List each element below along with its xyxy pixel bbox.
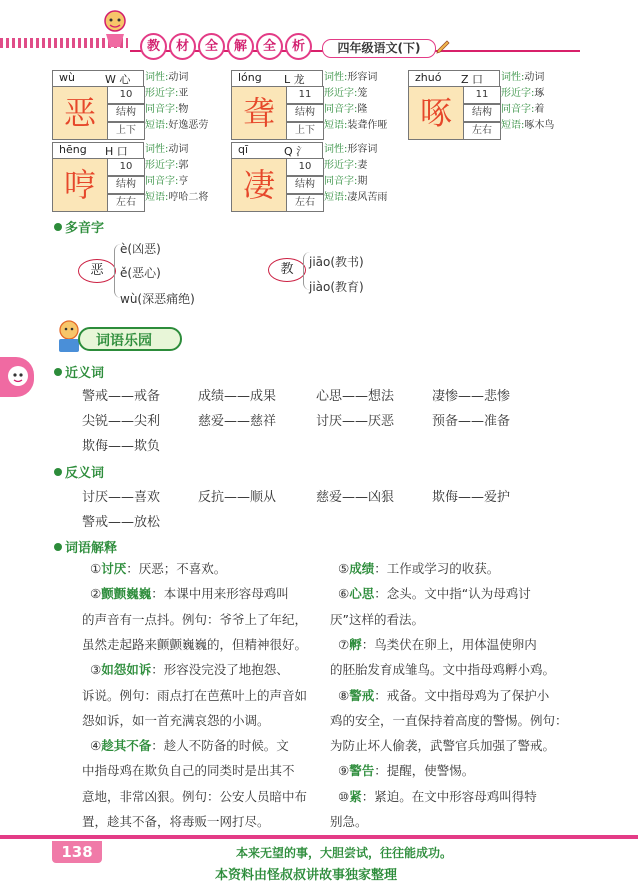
- term: 成绩: [349, 561, 375, 576]
- card-info-value: 哼哈二将: [168, 192, 209, 203]
- card-info-line: [324, 190, 387, 206]
- card-info-value: 妻: [357, 160, 368, 171]
- pinyin-row: [52, 142, 144, 159]
- definition: 鸡的安全，一直保持着高度的警惕。例句：: [330, 712, 568, 728]
- big-character: 凄: [231, 158, 287, 212]
- cartoon-face-icon: [6, 363, 30, 389]
- pen-icon: [436, 40, 450, 54]
- card-info-line: [501, 86, 544, 102]
- grade-label: 四年级语文(下): [322, 39, 436, 58]
- term: 孵: [349, 636, 362, 652]
- item-number: ④: [90, 738, 102, 754]
- card-info-key: 同音字:: [145, 104, 179, 115]
- word-pair: 心思——想法: [316, 389, 395, 404]
- card-info-line: [501, 102, 544, 118]
- radical: Z 口: [461, 73, 484, 86]
- term: 讨厌: [101, 561, 127, 576]
- radical: W 心: [105, 73, 131, 86]
- radical: L 龙: [284, 73, 305, 86]
- card-info-line: [145, 158, 188, 174]
- structure-type: 左右: [107, 194, 145, 212]
- polyphone-reading: ě(恶心): [120, 266, 161, 280]
- card-info-line: [324, 158, 367, 174]
- term: 紧: [349, 788, 362, 804]
- stroke-count: 10: [286, 158, 324, 176]
- card-info-line: [501, 118, 554, 134]
- card-info-key: 词性:: [145, 72, 169, 83]
- card-info-line: [145, 70, 188, 86]
- big-character: 哼: [52, 158, 108, 212]
- polyphone-reading: jiào(教育): [309, 280, 364, 294]
- card-info-key: 同音字:: [324, 104, 358, 115]
- card-info-value: 琢: [534, 88, 545, 99]
- polyphone-reading: jiāo(教书): [309, 255, 364, 269]
- explanation-line: [330, 708, 568, 733]
- card-info-value: 亨: [178, 176, 189, 187]
- explanation-line: [330, 733, 555, 758]
- explanation-line: [330, 657, 555, 682]
- header-badge: 教: [140, 33, 167, 60]
- definition: ：趁人不防备的时候。文: [151, 738, 289, 754]
- definition: 别急。: [330, 814, 368, 829]
- word-pair: 欺侮——爱护: [432, 490, 511, 505]
- header-badge: 材: [169, 33, 196, 60]
- structure-type: 左右: [463, 122, 501, 140]
- term: 如怨如诉: [101, 662, 152, 678]
- term: 警告: [349, 763, 375, 779]
- section-banner: 词语乐园: [78, 327, 182, 351]
- explanation-line: [338, 632, 537, 657]
- structure-label: 结构: [107, 104, 145, 122]
- explanation-line: [90, 556, 226, 581]
- term: 颤颤巍巍: [101, 586, 152, 602]
- stroke-count: 10: [107, 86, 145, 104]
- word-pair: 慈爱——凶狠: [316, 490, 395, 505]
- page-number: 138: [52, 841, 102, 863]
- item-number: ⑤: [338, 561, 350, 576]
- structure-type: 左右: [286, 194, 324, 212]
- card-info-key: 同音字:: [501, 104, 535, 115]
- bullet-dot-icon: [54, 543, 62, 551]
- character-card: [231, 70, 411, 140]
- explanation-line: [82, 683, 307, 708]
- big-character: 聋: [231, 86, 287, 140]
- definition: 置，趁其不备，将毒贩一网打尽。: [82, 814, 270, 829]
- explanation-line: [338, 758, 474, 783]
- word-pair: 反抗——顺从: [198, 490, 277, 505]
- explanation-line: [330, 607, 424, 632]
- polyphone-heading: 多音字: [54, 217, 104, 236]
- explanation-line: [338, 784, 537, 809]
- explanation-line: [82, 809, 270, 834]
- card-info-value: 郭: [178, 160, 189, 171]
- explanation-line: [82, 632, 307, 657]
- definition: 的胚胎发育成雏鸟。文中指母鸡孵小鸡。: [330, 662, 556, 678]
- card-info-key: 短语:: [145, 192, 169, 203]
- card-info-key: 词性:: [145, 144, 169, 155]
- definition: ：念头。文中指“认为母鸡讨: [374, 586, 531, 602]
- card-info-line: [324, 102, 367, 118]
- definition: ：紧迫。在文中形容母鸡叫得特: [361, 788, 537, 804]
- pinyin-row: [231, 70, 323, 87]
- card-info-value: 形容词: [347, 72, 378, 83]
- card-info-key: 短语:: [324, 192, 348, 203]
- character-card: [408, 70, 588, 140]
- header-badge: 析: [285, 33, 312, 60]
- structure-label: 结构: [463, 104, 501, 122]
- word-pair: 讨厌——喜欢: [82, 490, 161, 505]
- card-info-line: [145, 102, 188, 118]
- polyphone-reading: wù(深恶痛绝): [120, 292, 195, 306]
- header-badge: 解: [227, 33, 254, 60]
- explanation-line: [82, 607, 307, 632]
- explanation-line: [82, 708, 270, 733]
- item-number: ⑨: [338, 763, 350, 779]
- pinyin: qī: [238, 143, 249, 156]
- card-info-key: 同音字:: [324, 176, 358, 187]
- antonyms-heading: 反义词: [54, 462, 104, 481]
- card-info-key: 词性:: [501, 72, 525, 83]
- card-info-value: 期: [357, 176, 368, 187]
- card-info-key: 形近字:: [324, 160, 358, 171]
- item-number: ②: [90, 586, 102, 602]
- card-info-line: [501, 70, 544, 86]
- stroke-count: 10: [107, 158, 145, 176]
- card-info-value: 着: [534, 104, 545, 115]
- pinyin-row: [52, 70, 144, 87]
- radical: Q 氵: [284, 145, 308, 158]
- word-pair: 欺侮——欺负: [82, 439, 161, 454]
- definition: ：提醒，使警惕。: [374, 763, 475, 779]
- polyphone-char-e: 恶: [78, 259, 116, 283]
- card-info-line: [324, 174, 367, 190]
- bullet-dot-icon: [54, 368, 62, 376]
- card-info-value: 笼: [357, 88, 368, 99]
- structure-type: 上下: [286, 122, 324, 140]
- card-info-key: 形近字:: [501, 88, 535, 99]
- explanations-heading: 词语解释: [54, 537, 117, 556]
- footer-motto: 本来无望的事，大胆尝试，往往能成功。: [236, 846, 453, 860]
- pinyin: zhuó: [415, 71, 442, 84]
- word-pair: 凄惨——悲惨: [432, 389, 511, 404]
- mascot-icon: [98, 8, 132, 48]
- card-info-key: 短语:: [324, 120, 348, 131]
- character-card: [52, 142, 232, 212]
- word-pair: 慈爱——慈祥: [198, 414, 277, 429]
- stroke-count: 11: [286, 86, 324, 104]
- card-info-line: [145, 118, 208, 134]
- item-number: ⑥: [338, 586, 350, 602]
- word-pair: 预备——准备: [432, 414, 511, 429]
- polyphone-reading: è(凶恶): [120, 242, 161, 256]
- definition: 虽然走起路来颤颤巍巍的，但精神很好。: [82, 636, 308, 652]
- pinyin: lóng: [238, 71, 262, 84]
- bullet-dot-icon: [54, 223, 62, 231]
- definition: 意地，非常凶狠。例句：公安人员暗中布: [82, 788, 308, 804]
- explanation-line: [338, 581, 531, 606]
- explanation-line: [82, 758, 295, 783]
- card-info-key: 短语:: [145, 120, 169, 131]
- card-info-line: [324, 142, 377, 158]
- character-card: [231, 142, 411, 212]
- card-info-value: 动词: [168, 144, 189, 155]
- pinyin-row: [408, 70, 500, 87]
- card-info-key: 形近字:: [145, 88, 179, 99]
- definition: ：形容没完没了地抱怨、: [151, 662, 289, 678]
- card-info-line: [145, 174, 188, 190]
- word-pair: 警戒——放松: [82, 515, 161, 530]
- card-info-value: 啄木鸟: [524, 120, 555, 131]
- definition: 为防止坏人偷袭，武警官兵加强了警戒。: [330, 738, 556, 754]
- card-info-line: [324, 70, 377, 86]
- structure-label: 结构: [286, 176, 324, 194]
- header-badge: 全: [198, 33, 225, 60]
- item-number: ⑩: [338, 788, 350, 804]
- card-info-key: 形近字:: [145, 160, 179, 171]
- definition: ：厌恶；不喜欢。: [126, 561, 227, 576]
- definition: ：工作或学习的收获。: [374, 561, 500, 576]
- card-info-line: [145, 142, 188, 158]
- explanation-line: [338, 556, 499, 581]
- card-info-key: 词性:: [324, 72, 348, 83]
- card-info-line: [145, 190, 208, 206]
- pinyin-row: [231, 142, 323, 159]
- explanation-line: [90, 657, 289, 682]
- explanation-line: [82, 784, 307, 809]
- term: 趁其不备: [101, 738, 152, 754]
- pinyin: wù: [59, 71, 75, 84]
- term: 警戒: [349, 687, 375, 703]
- card-info-value: 凄风苦雨: [347, 192, 388, 203]
- explanation-line: [338, 683, 549, 708]
- definition: ：鸟类伏在卵上，用体温使卵内: [361, 636, 537, 652]
- card-info-value: 动词: [168, 72, 189, 83]
- definition: 诉说。例句：雨点打在芭蕉叶上的声音如: [82, 687, 308, 703]
- structure-label: 结构: [107, 176, 145, 194]
- explanation-line: [90, 581, 289, 606]
- card-info-value: 装聋作哑: [347, 120, 388, 131]
- definition: ：戒备。文中指母鸡为了保护小: [374, 687, 550, 703]
- pinyin: hēng: [59, 143, 87, 156]
- definition: 怨如诉，如一首充满哀怨的小调。: [82, 712, 270, 728]
- bullet-dot-icon: [54, 468, 62, 476]
- definition: 的声音有一点抖。例句：爷爷上了年纪，: [82, 611, 308, 627]
- word-pair: 尖锐——尖利: [82, 414, 161, 429]
- card-info-value: 亚: [178, 88, 189, 99]
- character-card: [52, 70, 232, 140]
- footer-rule: [0, 835, 638, 839]
- card-info-line: [324, 86, 367, 102]
- card-info-line: [324, 118, 387, 134]
- card-info-key: 形近字:: [324, 88, 358, 99]
- card-info-value: 好逸恶劳: [168, 120, 209, 131]
- word-pair: 警戒——戒备: [82, 389, 161, 404]
- card-info-value: 隆: [357, 104, 368, 115]
- structure-type: 上下: [107, 122, 145, 140]
- card-info-line: [145, 86, 188, 102]
- polyphone-char-jiao: 教: [268, 258, 306, 282]
- card-info-key: 同音字:: [145, 176, 179, 187]
- card-info-key: 词性:: [324, 144, 348, 155]
- footer-credit: 本资料由怪叔叔讲故事独家整理: [215, 868, 398, 883]
- header-badge: 全: [256, 33, 283, 60]
- big-character: 啄: [408, 86, 464, 140]
- definition: 厌”这样的看法。: [330, 611, 424, 627]
- card-info-value: 形容词: [347, 144, 378, 155]
- item-number: ⑧: [338, 687, 350, 703]
- radical: H 口: [105, 145, 128, 158]
- term: 心思: [349, 586, 375, 602]
- structure-label: 结构: [286, 104, 324, 122]
- explanation-line: [90, 733, 289, 758]
- definition: 中指母鸡在欺负自己的同类时是出其不: [82, 763, 295, 779]
- word-pair: 成绩——成果: [198, 389, 277, 404]
- stroke-count: 11: [463, 86, 501, 104]
- item-number: ⑦: [338, 636, 350, 652]
- explanation-line: [330, 809, 368, 834]
- card-info-value: 动词: [524, 72, 545, 83]
- item-number: ③: [90, 662, 102, 678]
- item-number: ①: [90, 561, 102, 576]
- big-character: 恶: [52, 86, 108, 140]
- definition: ：本课中用来形容母鸡叫: [151, 586, 289, 602]
- card-info-value: 物: [178, 104, 189, 115]
- synonyms-heading: 近义词: [54, 362, 104, 381]
- word-pair: 讨厌——厌恶: [316, 414, 395, 429]
- card-info-key: 短语:: [501, 120, 525, 131]
